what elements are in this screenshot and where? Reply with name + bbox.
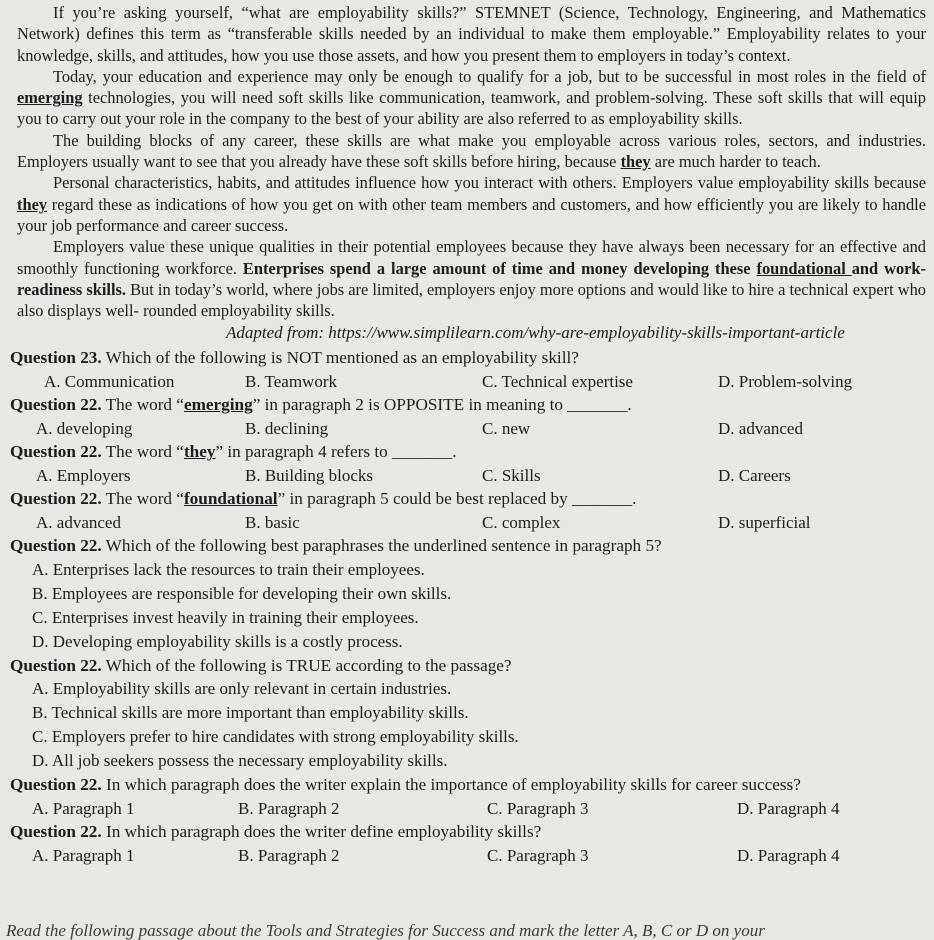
paragraph-4: Personal characteristics, habits, and attitudes influence how you interact with others. Employers value employability skills because they regard these as indications of how you get on with other team members and customers, and how efficiently you are likely to handle your job performance and career success.: [17, 173, 926, 235]
option-c[interactable]: C. Employers prefer to hire candidates with strong employability skills.: [32, 727, 519, 747]
option-c[interactable]: C. Paragraph 3: [487, 845, 589, 865]
option-b[interactable]: B. Building blocks: [245, 465, 373, 485]
option-c[interactable]: C. new: [482, 418, 531, 438]
question-item: [0, 654, 934, 774]
option-d[interactable]: D. Problem-solving: [718, 371, 853, 391]
paragraph-1: If you’re asking yourself, “what are employability skills?” STEMNET (Science, Technology, Engineering, and Mathematics Network) defines this term as “transferable skills needed by an individual to make them employable.” Employability relates to your knowledge, skills, and attitudes, how you use those assets, and how you present them to employers in today’s context.: [17, 3, 926, 65]
option-a[interactable]: A. Communication: [44, 371, 175, 391]
paragraph-5: Employers value these unique qualities in their potential employees because they have always been necessary for an effective and smoothly functioning workforce. Enterprises spend a large amount of time and money developing these foundational and work-readiness skills. But in today’s world, where jobs are limited, employers enjoy more options and would like to hire a technical expert who also displays well- rounded employability skills.: [17, 237, 927, 321]
option-a[interactable]: A. Paragraph 1: [32, 845, 135, 865]
options-row: [0, 417, 934, 441]
options-row: [0, 797, 934, 821]
option-c[interactable]: C. complex: [482, 512, 561, 532]
cutoff-instruction-line: Read the following passage about the Tools and Strategies for Success and mark the letter A, B, C or D on your: [6, 921, 765, 940]
bold-sentence: Enterprises spend a large amount of time and money developing these foundational and work-readiness skills.: [17, 258, 927, 299]
underlined-word-they-p4: they: [17, 194, 48, 214]
question-stem: Question 22. In which paragraph does the writer explain the importance of employability skills for career success?: [10, 775, 801, 795]
option-d[interactable]: D. Developing employability skills is a costly process.: [32, 631, 403, 651]
paragraph-3: The building blocks of any career, these skills are what make you employable across various roles, sectors, and industries. Employers usually want to see that you already have these soft skills before hiring, because they are much harder to teach.: [17, 130, 926, 172]
question-stem: Question 22. In which paragraph does the writer define employability skills?: [10, 822, 542, 842]
option-d[interactable]: D. advanced: [718, 418, 803, 438]
question-item: [0, 393, 934, 440]
option-b[interactable]: B. declining: [245, 418, 329, 438]
question-item: [0, 820, 934, 867]
question-stem: Question 22. The word “they” in paragraph 4 refers to _______.: [10, 442, 457, 462]
option-a[interactable]: A. Employability skills are only relevant in certain industries.: [32, 679, 452, 699]
option-b[interactable]: B. Paragraph 2: [238, 798, 340, 818]
question-stem: Question 23. Which of the following is NOT mentioned as an employability skill?: [10, 348, 579, 368]
underlined-word-they-p3: they: [620, 152, 651, 172]
options-row: [0, 464, 934, 488]
options-row: [0, 370, 934, 394]
option-a[interactable]: A. Employers: [36, 465, 131, 485]
option-b[interactable]: B. basic: [245, 512, 300, 532]
options-row: [0, 511, 934, 535]
option-a[interactable]: A. Paragraph 1: [32, 798, 135, 818]
underlined-word-emerging: emerging: [17, 88, 83, 108]
source-citation: Adapted from: https://www.simplilearn.com/why-are-employability-skills-important-article: [226, 323, 845, 343]
option-d[interactable]: D. superficial: [718, 512, 811, 532]
underlined-word-foundational: foundational: [756, 258, 852, 278]
option-b[interactable]: B. Employees are responsible for developing their own skills.: [32, 583, 452, 603]
option-d[interactable]: D. Paragraph 4: [737, 798, 840, 818]
question-stem: Question 22. The word “foundational” in paragraph 5 could be best replaced by _______.: [10, 489, 637, 509]
option-c[interactable]: C. Technical expertise: [482, 371, 633, 391]
option-c[interactable]: C. Enterprises invest heavily in training their employees.: [32, 607, 419, 627]
options-row: [0, 844, 934, 868]
question-stem: Question 22. Which of the following is TRUE according to the passage?: [10, 655, 512, 675]
paragraph-2: Today, your education and experience may only be enough to qualify for a job, but to be successful in most roles in the field of emerging technologies, you will need soft skills like communication, teamwork, and problem-solving. These soft skills that will equip you to carry out your role in the company to the best of your ability are also referred to as employability skills.: [17, 66, 926, 129]
question-item: [0, 773, 934, 820]
option-b[interactable]: B. Paragraph 2: [238, 845, 340, 865]
question-stem: Question 22. The word “emerging” in paragraph 2 is OPPOSITE in meaning to _______.: [10, 395, 632, 415]
question-item: [0, 440, 934, 487]
option-a[interactable]: A. developing: [36, 418, 133, 438]
option-c[interactable]: C. Skills: [482, 465, 541, 485]
option-d[interactable]: D. Paragraph 4: [737, 845, 840, 865]
question-item: [0, 534, 934, 654]
option-c[interactable]: C. Paragraph 3: [487, 798, 589, 818]
option-a[interactable]: A. advanced: [36, 512, 121, 532]
option-a[interactable]: A. Enterprises lack the resources to train their employees.: [32, 559, 425, 579]
question-item: [0, 487, 934, 534]
option-d[interactable]: D. All job seekers possess the necessary employability skills.: [32, 751, 448, 771]
question-item: [0, 346, 934, 393]
option-d[interactable]: D. Careers: [718, 465, 791, 485]
option-b[interactable]: B. Technical skills are more important than employability skills.: [32, 703, 469, 723]
option-b[interactable]: B. Teamwork: [245, 371, 337, 391]
question-stem: Question 22. Which of the following best paraphrases the underlined sentence in paragraph 5?: [10, 536, 662, 556]
